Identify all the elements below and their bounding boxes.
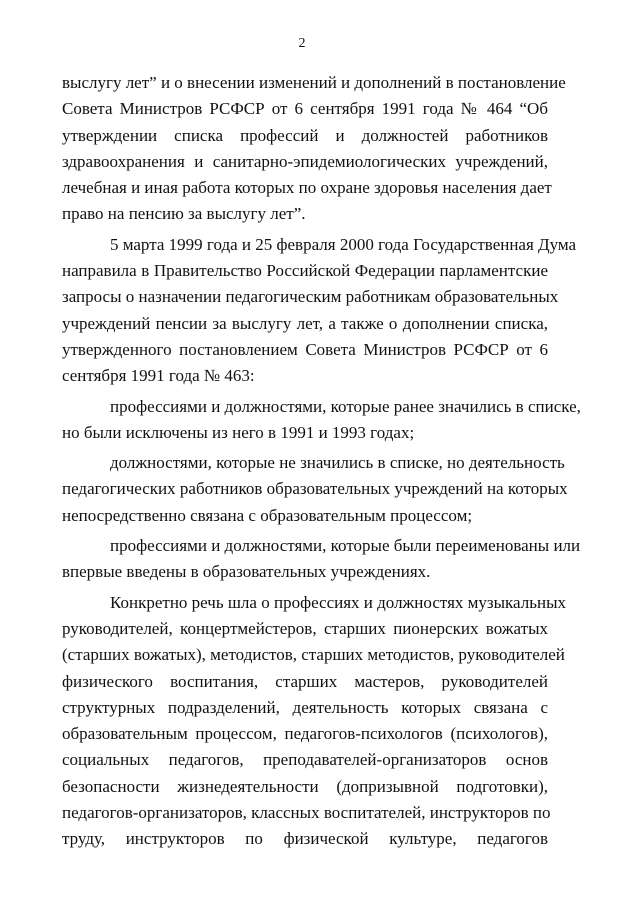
text-line: профессиями и должностями, которые ранее значились в списке, [110,396,581,416]
text-line: здравоохранения и санитарно-эпидемиологических учреждений, [62,151,548,171]
text-line: педагогических работников образовательных учреждений на которых [62,479,568,499]
paragraph [62,232,577,390]
text-line: 5 марта 1999 года и 25 февраля 2000 года Государственная Дума [110,234,577,254]
paragraph [62,590,566,853]
text-line: Конкретно речь шла о профессиях и должностях музыкальных [110,592,566,612]
text-line: структурных подразделений, деятельность которых связана с [62,697,548,717]
text-line: профессиями и должностями, которые были переименованы или [110,536,581,556]
text-line: запросы о назначении педагогическим работникам образовательных [62,287,559,307]
text-line: физического воспитания, старших мастеров, руководителей [62,671,548,691]
text-line: впервые введены в образовательных учреждениях. [62,562,431,582]
text-line: лечебная и иная работа которых по охране здоровья населения дает [62,178,552,198]
text-line: социальных педагогов, преподавателей-организаторов основ [62,750,548,770]
text-line: труду, инструкторов по физической культуре, педагогов [62,829,548,849]
paragraph [62,450,568,529]
text-line: сентября 1991 года № 463: [62,366,255,386]
text-line: педагогов-организаторов, классных воспитателей, инструкторов по [62,803,551,823]
paragraph [62,70,566,228]
text-line: направила в Правительство Российской Федерации парламентские [62,261,548,281]
text-line: выслугу лет” и о внесении изменений и дополнений в постановление [62,73,566,92]
text-line: утверждении списка профессий и должностей работников [62,125,548,145]
page-number: 2 [298,36,306,51]
text-line: безопасности жизнедеятельности (допризывной подготовки), [62,776,548,796]
text-line: утвержденного постановлением Совета Министров РСФСР от 6 [62,339,548,359]
paragraph [62,394,581,447]
text-line: руководителей, концертмейстеров, старших пионерских вожатых [62,618,548,638]
text-line: право на пенсию за выслугу лет”. [62,204,306,224]
paragraph [62,533,581,586]
text-line: образовательным процессом, педагогов-психологов (психологов), [62,724,548,744]
text-line: должностями, которые не значились в списке, но деятельность [110,453,565,473]
text-line: (старших вожатых), методистов, старших методистов, руководителей [62,645,565,665]
text-line: Совета Министров РСФСР от 6 сентября 1991 года № 464 “Об [62,99,548,119]
document-body [62,70,581,853]
text-line: но были исключены из него в 1991 и 1993 годах; [62,422,415,442]
text-line: непосредственно связана с образовательным процессом; [62,505,473,525]
text-line: учреждений пенсии за выслугу лет, а также о дополнении списка, [62,313,548,333]
